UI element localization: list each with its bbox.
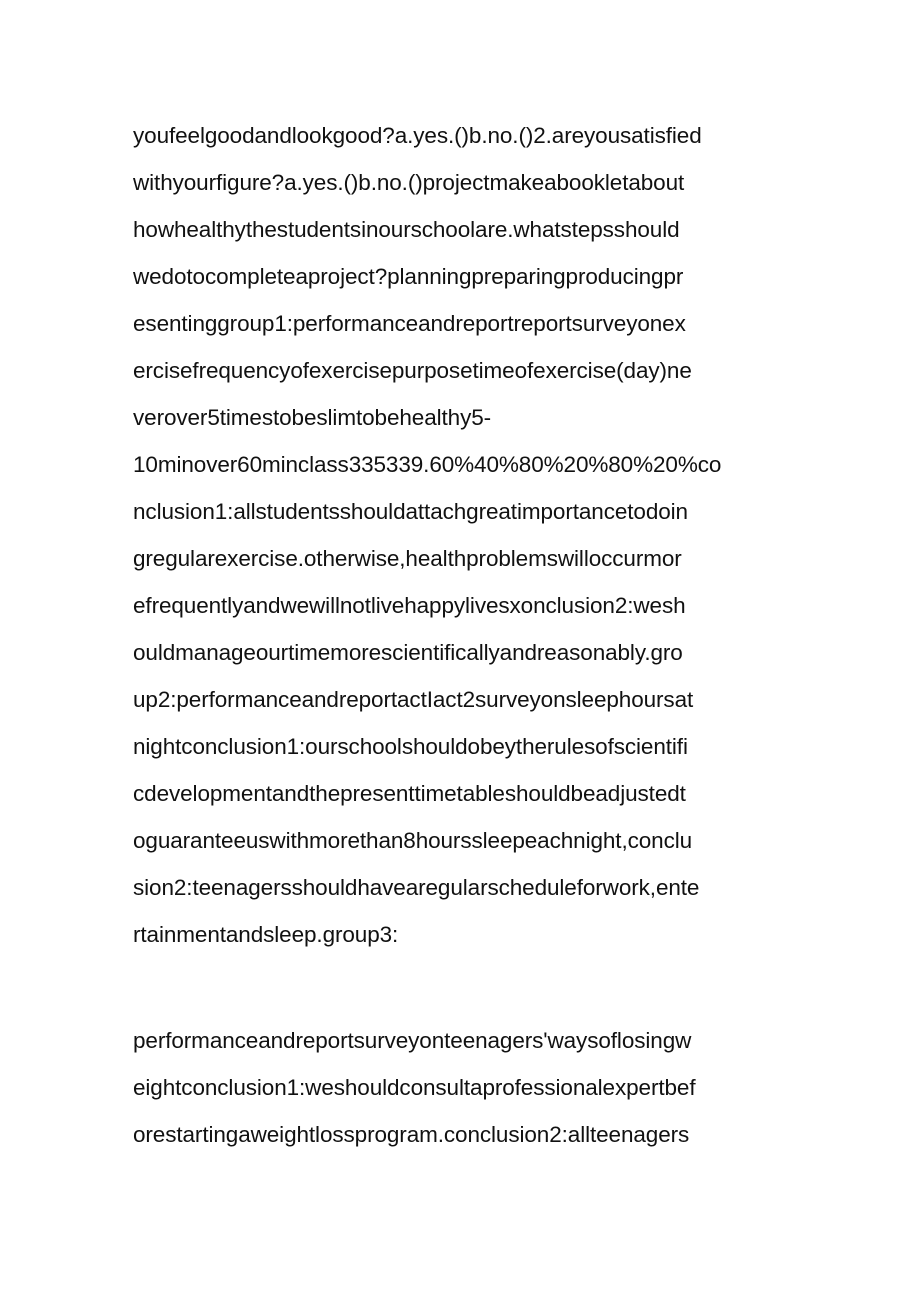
text-line: sion2:teenagersshouldhavearegularscheduleforwork,ente — [133, 875, 700, 900]
body-paragraph-2 — [133, 1017, 793, 1158]
text-line: verover5timestobeslimtobehealthy5- — [133, 405, 492, 430]
text-line: esentinggroup1:performanceandreportreportsurveyonex — [133, 311, 686, 336]
text-line: nightconclusion1:ourschoolshouldobeytherulesofscientifi — [133, 734, 688, 759]
text-line: wedotocompleteaproject?planningpreparingproducingpr — [133, 264, 684, 289]
text-line: up2:performanceandreportactIact2surveyonsleephoursat — [133, 687, 694, 712]
text-line: orestartingaweightlossprogram.conclusion2:allteenagers — [133, 1122, 690, 1147]
body-paragraph-1 — [133, 112, 793, 958]
text-line: eightconclusion1:weshouldconsultaprofessionalexpertbef — [133, 1075, 696, 1100]
text-line: youfeelgoodandlookgood?a.yes.()b.no.()2.areyousatisfied — [133, 123, 702, 148]
text-line: withyourfigure?a.yes.()b.no.()projectmakeabookletabout — [133, 170, 685, 195]
text-line: 10minover60minclass335339.60%40%80%20%80%20%co — [133, 452, 722, 477]
text-line: oguaranteeuswithmorethan8hourssleepeachnight,conclu — [133, 828, 693, 853]
text-line: ouldmanageourtimemorescientificallyandreasonably.gro — [133, 640, 683, 665]
text-line: rtainmentandsleep.group3: — [133, 922, 399, 947]
text-line: gregularexercise.otherwise,healthproblemswilloccurmor — [133, 546, 682, 571]
text-line: performanceandreportsurveyonteenagers'waysoflosingw — [133, 1028, 692, 1053]
text-line: cdevelopmentandthepresenttimetableshouldbeadjustedt — [133, 781, 686, 806]
text-line: ercisefrequencyofexercisepurposetimeofexercise(day)ne — [133, 358, 692, 383]
text-line: efrequentlyandwewillnotlivehappylivesxonclusion2:wesh — [133, 593, 686, 618]
text-line: nclusion1:allstudentsshouldattachgreatimportancetodoin — [133, 499, 688, 524]
text-line: howhealthythestudentsinourschoolare.whatstepsshould — [133, 217, 680, 242]
